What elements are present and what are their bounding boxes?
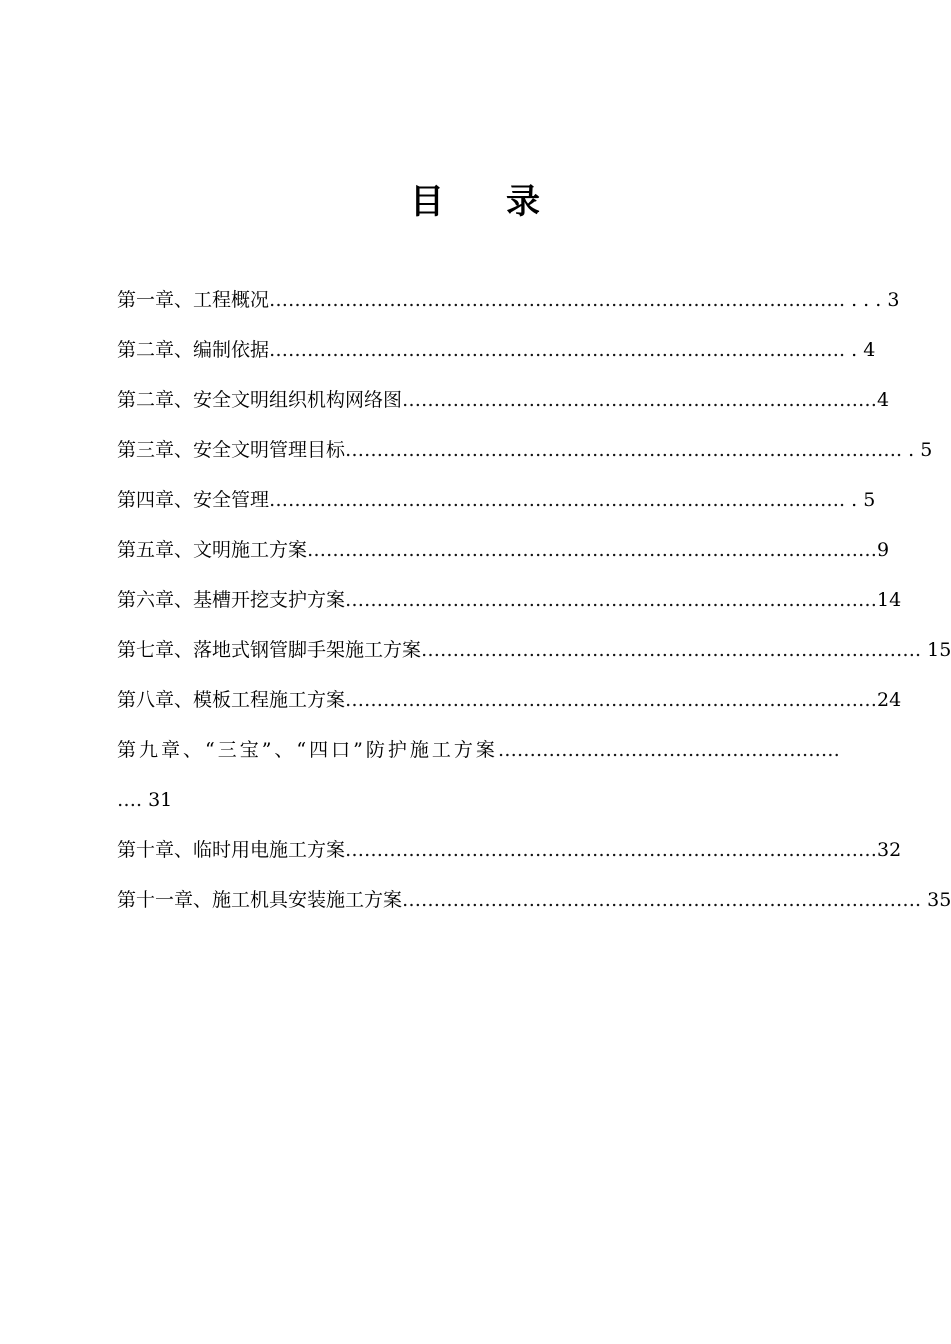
toc-leader-dots: ……………………………………………………………………………. bbox=[345, 439, 903, 461]
toc-entry-7[interactable] bbox=[117, 580, 902, 630]
toc-entry-6[interactable] bbox=[117, 530, 890, 580]
toc-page-number: 4 bbox=[863, 339, 876, 361]
toc-leader-sep: . bbox=[902, 439, 921, 461]
toc-leader-dots: ………………………………………………………………………… bbox=[345, 589, 878, 611]
toc-entry-text: 第九章、“三宝”、“四口”防护施工方案 bbox=[117, 739, 498, 761]
toc-leader-dots: ………………………………………………………………………… bbox=[345, 689, 878, 711]
toc-leader-dots: ………………………………………………………………………………. bbox=[269, 489, 846, 511]
toc-leader-sep: . bbox=[845, 339, 864, 361]
toc-leader-sep: . bbox=[845, 489, 864, 511]
toc-leader-dots: ………………………………………………………………………………. bbox=[269, 289, 846, 311]
toc-entry-text: 第二章、编制依据 bbox=[117, 339, 270, 361]
toc-entry-text: 第四章、安全管理 bbox=[117, 489, 270, 511]
toc-entry-3[interactable] bbox=[117, 380, 890, 430]
toc-entry-text: 第七章、落地式钢管脚手架施工方案 bbox=[117, 639, 422, 661]
toc-entry-10[interactable] bbox=[117, 730, 847, 780]
toc-entry-text: 第十章、临时用电施工方案 bbox=[117, 839, 346, 861]
toc-leader-sep: . . . bbox=[845, 289, 888, 311]
toc-page-number: 14 bbox=[877, 589, 902, 611]
toc-entry-9[interactable] bbox=[117, 680, 902, 730]
toc-page-number: 31 bbox=[148, 789, 173, 811]
toc-page-number: 4 bbox=[877, 389, 890, 411]
toc-leader-dots: ………………………………………………………………………… bbox=[345, 839, 878, 861]
toc-entry-4[interactable] bbox=[117, 430, 933, 480]
toc-leader-dots: ……………………………………………………………………. bbox=[421, 639, 922, 661]
toc-entry-text: 第三章、安全文明管理目标 bbox=[117, 439, 346, 461]
toc-entry-5[interactable] bbox=[117, 480, 876, 530]
toc-entry-text: 第十一章、施工机具安装施工方案 bbox=[117, 889, 403, 911]
toc-entry-2[interactable] bbox=[117, 330, 876, 380]
toc-page-number: 3 bbox=[887, 289, 900, 311]
toc-entry-10-continuation[interactable] bbox=[117, 780, 847, 830]
toc-leader-dots: ………………………………………………………………………. bbox=[402, 889, 922, 911]
toc-leader-dots: …. bbox=[117, 789, 143, 811]
toc-leader-dots: ……………………………………………… bbox=[497, 739, 840, 761]
toc-leader-dots: ………………………………………………………………… bbox=[402, 389, 878, 411]
toc-page-number: 35 bbox=[927, 889, 951, 911]
toc-entry-1[interactable] bbox=[117, 280, 900, 330]
toc-entry-text: 第八章、模板工程施工方案 bbox=[117, 689, 346, 711]
toc-entry-text: 第一章、工程概况 bbox=[117, 289, 270, 311]
toc-entry-11[interactable] bbox=[117, 830, 902, 880]
toc-leader-dots: ………………………………………………………………………………. bbox=[269, 339, 846, 361]
title-char-left: 目 bbox=[410, 182, 444, 222]
toc-page-number: 32 bbox=[877, 839, 902, 861]
toc-leader-dots: ……………………………………………………………………………… bbox=[307, 539, 878, 561]
toc-page-number: 9 bbox=[877, 539, 890, 561]
toc-entry-8[interactable] bbox=[117, 630, 951, 680]
toc-page-number: 24 bbox=[877, 689, 902, 711]
toc-entry-12[interactable] bbox=[117, 880, 951, 930]
toc-page-number: 5 bbox=[863, 489, 876, 511]
toc-entry-text: 第六章、基槽开挖支护方案 bbox=[117, 589, 346, 611]
toc-entry-text: 第二章、安全文明组织机构网络图 bbox=[117, 389, 403, 411]
toc-entry-text: 第五章、文明施工方案 bbox=[117, 539, 308, 561]
table-of-contents bbox=[117, 280, 951, 930]
toc-page-number: 5 bbox=[920, 439, 933, 461]
title-char-right: 录 bbox=[506, 182, 540, 222]
page-title bbox=[0, 178, 950, 226]
toc-page-number: 15 bbox=[927, 639, 951, 661]
